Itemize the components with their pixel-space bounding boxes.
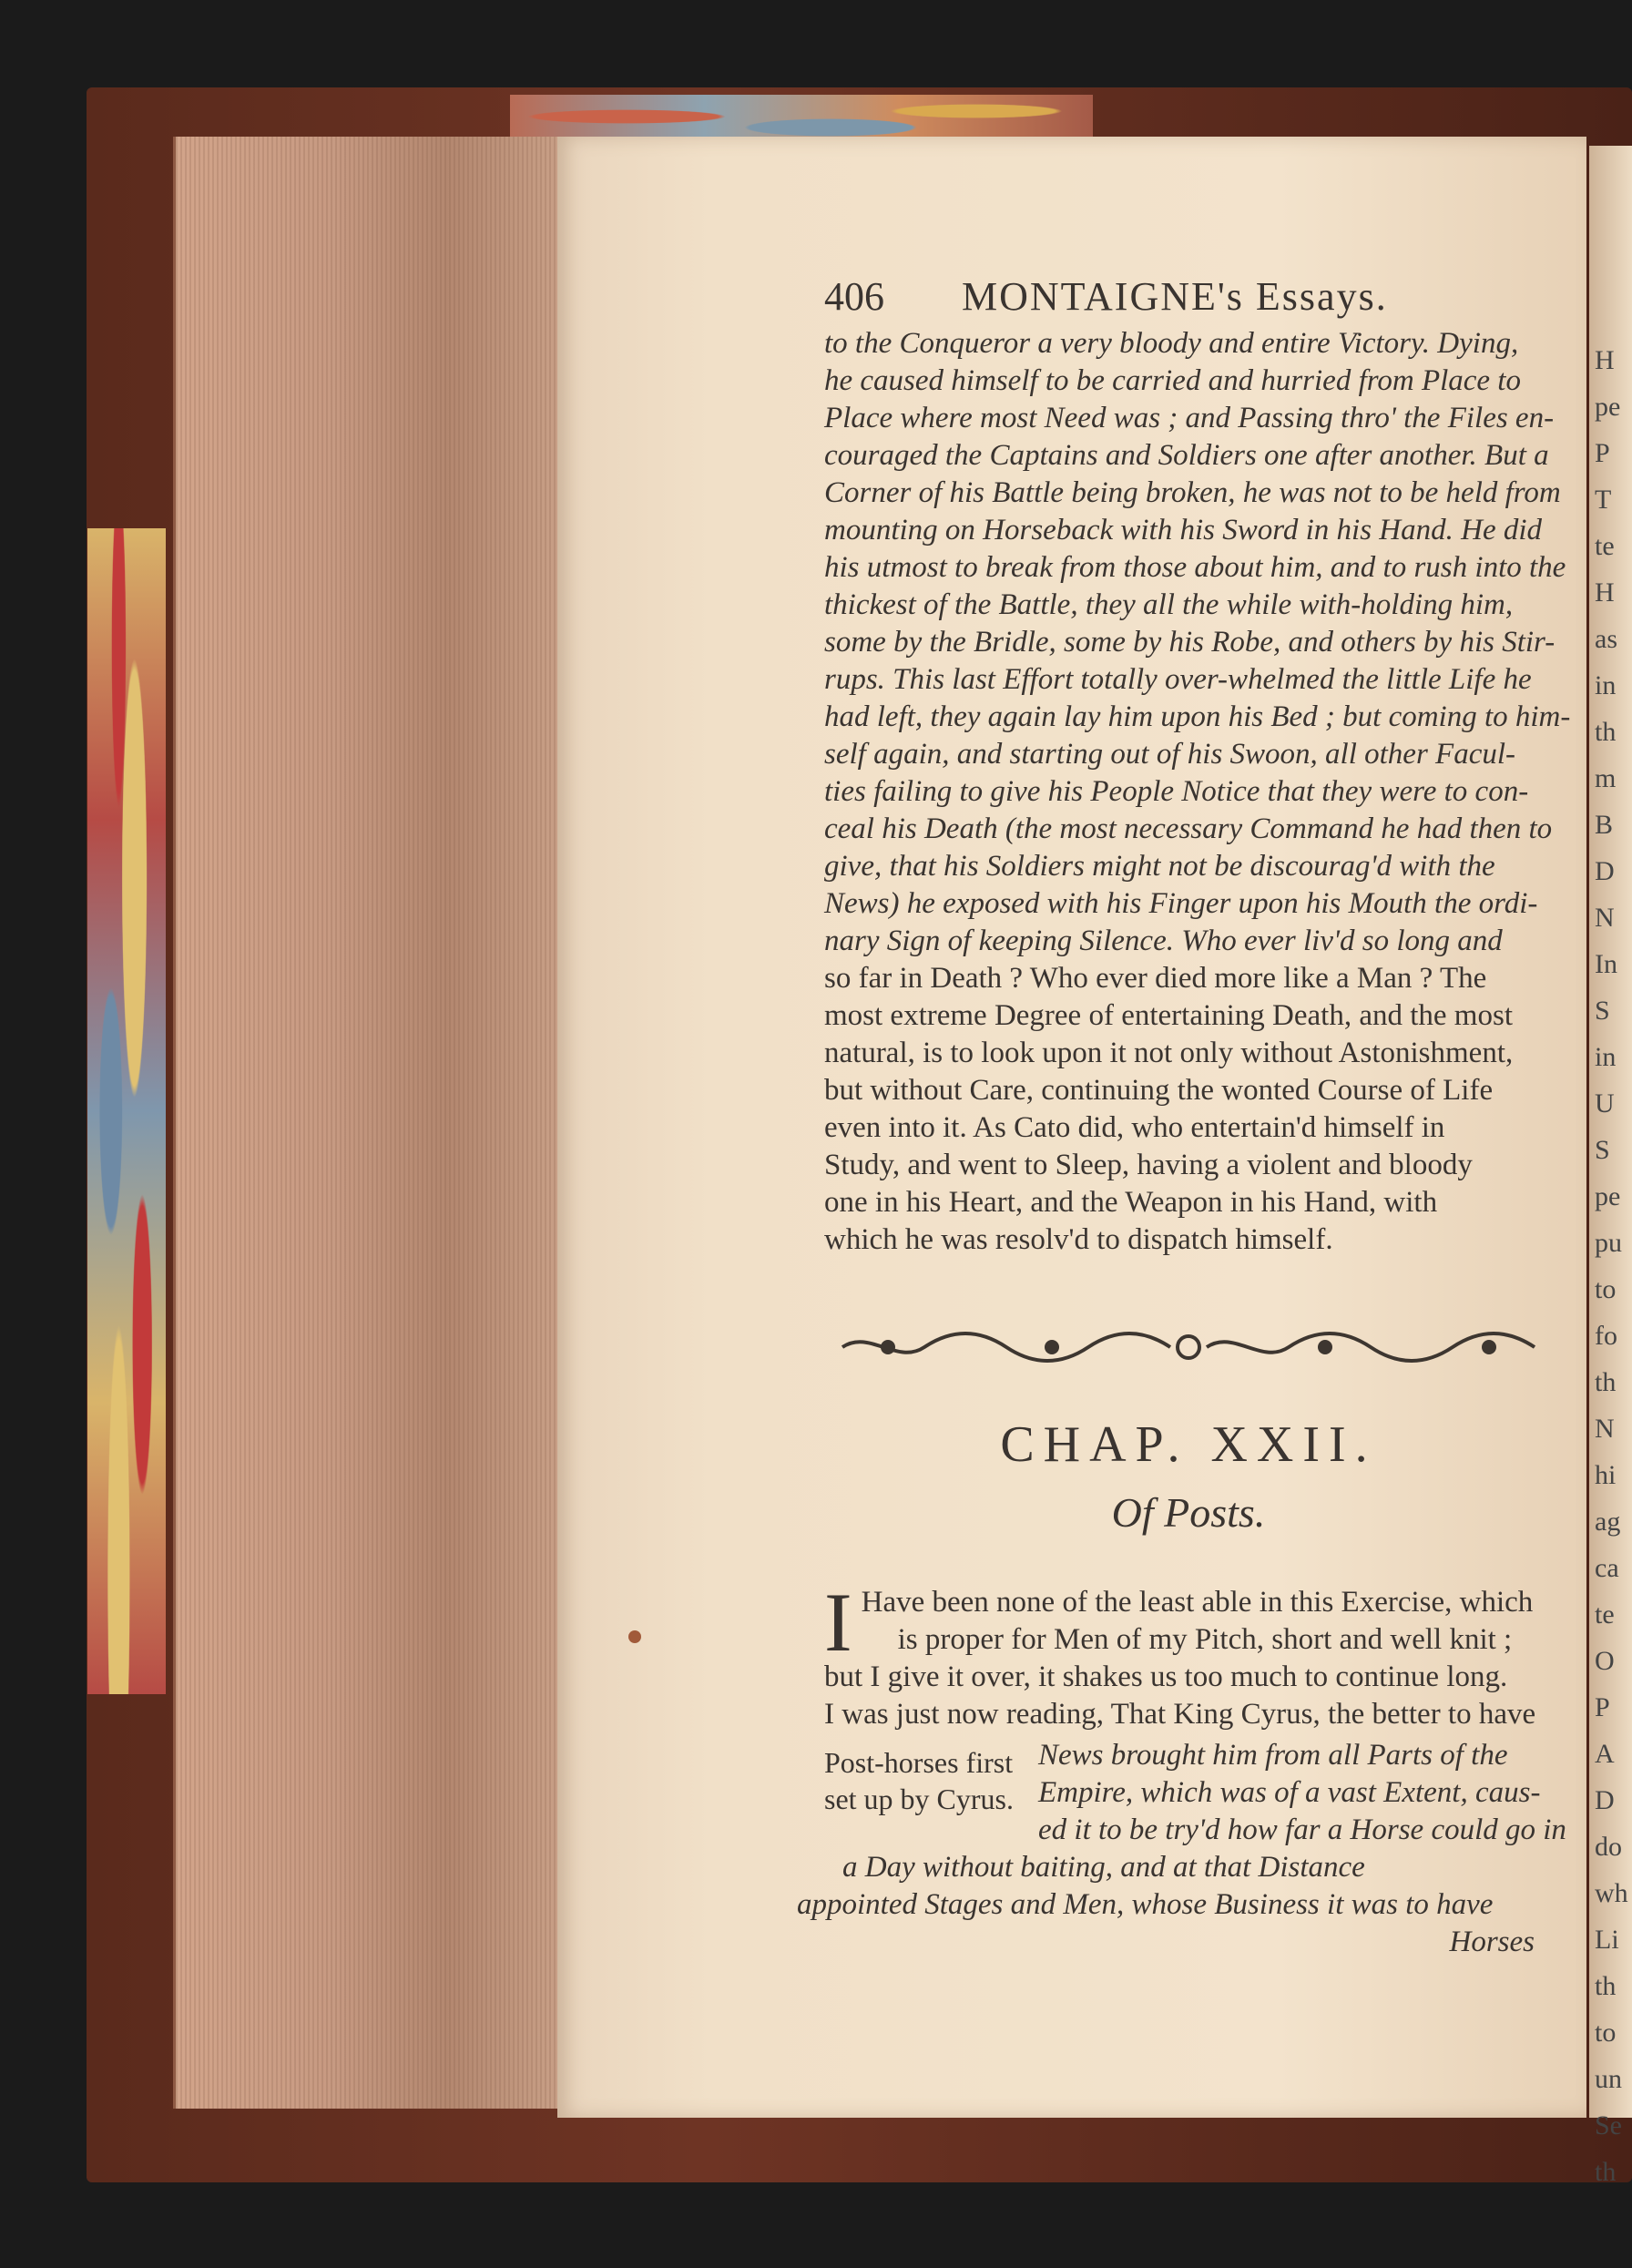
- text-line: Place where most Need was ; and Passing thro' the Files en-: [824, 402, 1555, 434]
- running-head: [824, 273, 1553, 320]
- text-line: he caused himself to be carried and hurried from Place to: [824, 364, 1521, 397]
- text-line: but without Care, continuing the wonted Course of Life: [824, 1074, 1494, 1107]
- dropcap-row: [824, 1576, 1553, 1669]
- text-line: mounting on Horseback with his Sword in his Hand. He did: [824, 514, 1543, 547]
- text-line: ties failing to give his People Notice that they were to con-: [824, 775, 1529, 808]
- page-number: 406: [824, 274, 884, 319]
- drop-cap: I: [824, 1576, 852, 1669]
- text-line: thickest of the Battle, they all the while with-holding him,: [824, 588, 1514, 621]
- text-line: but I give it over, it shakes us too much to continue long.: [824, 1660, 1508, 1693]
- margin-note: Post-horses first set up by Cyrus.: [824, 1746, 1014, 1815]
- page-content: [797, 273, 1571, 1961]
- paper-stain: [628, 1630, 641, 1643]
- text-line: appointed Stages and Men, whose Business it was to have: [797, 1888, 1494, 1921]
- text-line: had left, they again lay him upon his Bed ; but coming to him-: [824, 700, 1571, 733]
- text-line: give, that his Soldiers might not be discourag'd with the: [824, 850, 1495, 883]
- text-line: natural, is to look upon it not only without Astonishment,: [824, 1037, 1514, 1069]
- text-line: his utmost to break from those about him, and to rush into the: [824, 551, 1566, 584]
- ornament-divider: [824, 1324, 1553, 1370]
- text-line: Corner of his Battle being broken, he was not to be held from: [824, 476, 1561, 509]
- paragraph-2: [797, 1576, 1566, 1961]
- text-line: ed it to be try'd how far a Horse could go in: [1038, 1813, 1566, 1846]
- paragraph-1: [824, 325, 1571, 1259]
- text-line: I was just now reading, That King Cyrus, the better to have: [824, 1698, 1536, 1731]
- text-line: Study, and went to Sleep, having a violent and bloody: [824, 1149, 1473, 1181]
- text-line: is proper for Men of my Pitch, short and well knit ;: [897, 1623, 1513, 1656]
- text-line: a Day without baiting, and at that Distance: [842, 1851, 1365, 1884]
- text-line: rups. This last Effort totally over-whelmed the little Life he: [824, 663, 1532, 696]
- text-line: self again, and starting out of his Swoon, all other Facul-: [824, 738, 1515, 771]
- page-block-edge: [173, 137, 563, 2109]
- text-line: one in his Heart, and the Weapon in his Hand, with: [824, 1186, 1438, 1219]
- text-line: most extreme Degree of entertaining Death, and the most: [824, 999, 1513, 1032]
- next-page-margin-text: H pe P T te H as in th m B D N In S in U S pe pu to fo th N hi ag ca te O P A D do wh Li th to un Se th: [1595, 345, 1628, 2187]
- text-line: nary Sign of keeping Silence. Who ever liv'd so long and: [824, 925, 1503, 957]
- chapter-title: Of Posts.: [1111, 1489, 1266, 1536]
- ornament-icon: [833, 1325, 1544, 1369]
- marbled-endpaper-side: [87, 528, 166, 1694]
- text-line: some by the Bridle, some by his Robe, and others by his Stir-: [824, 626, 1556, 659]
- lines-after-cap: [862, 1584, 1534, 1659]
- text-line: Have been none of the least able in this Exercise, which: [861, 1586, 1534, 1619]
- text-line: Empire, which was of a vast Extent, caus-: [1038, 1776, 1541, 1809]
- text-line: ceal his Death (the most necessary Command he had then to: [824, 812, 1553, 845]
- text-line: couraged the Captains and Soldiers one after another. But a: [824, 439, 1549, 472]
- chapter-heading: CHAP. XXII.: [1000, 1416, 1377, 1473]
- text-line: to the Conqueror a very bloody and entire Victory. Dying,: [824, 327, 1519, 360]
- next-page-edge: [1589, 146, 1632, 2187]
- text-line: News) he exposed with his Finger upon his Mouth the ordi-: [824, 887, 1538, 920]
- sidenote-block: [824, 1737, 1566, 1886]
- running-title: MONTAIGNE's Essays.: [962, 274, 1388, 319]
- catchword: Horses: [1449, 1926, 1535, 1958]
- text-line: even into it. As Cato did, who entertain'd himself in: [824, 1111, 1445, 1144]
- text-line: which he was resolv'd to dispatch himself.: [824, 1223, 1333, 1256]
- text-line: News brought him from all Parts of the: [1038, 1739, 1508, 1772]
- text-line: so far in Death ? Who ever died more like a Man ? The: [824, 962, 1487, 995]
